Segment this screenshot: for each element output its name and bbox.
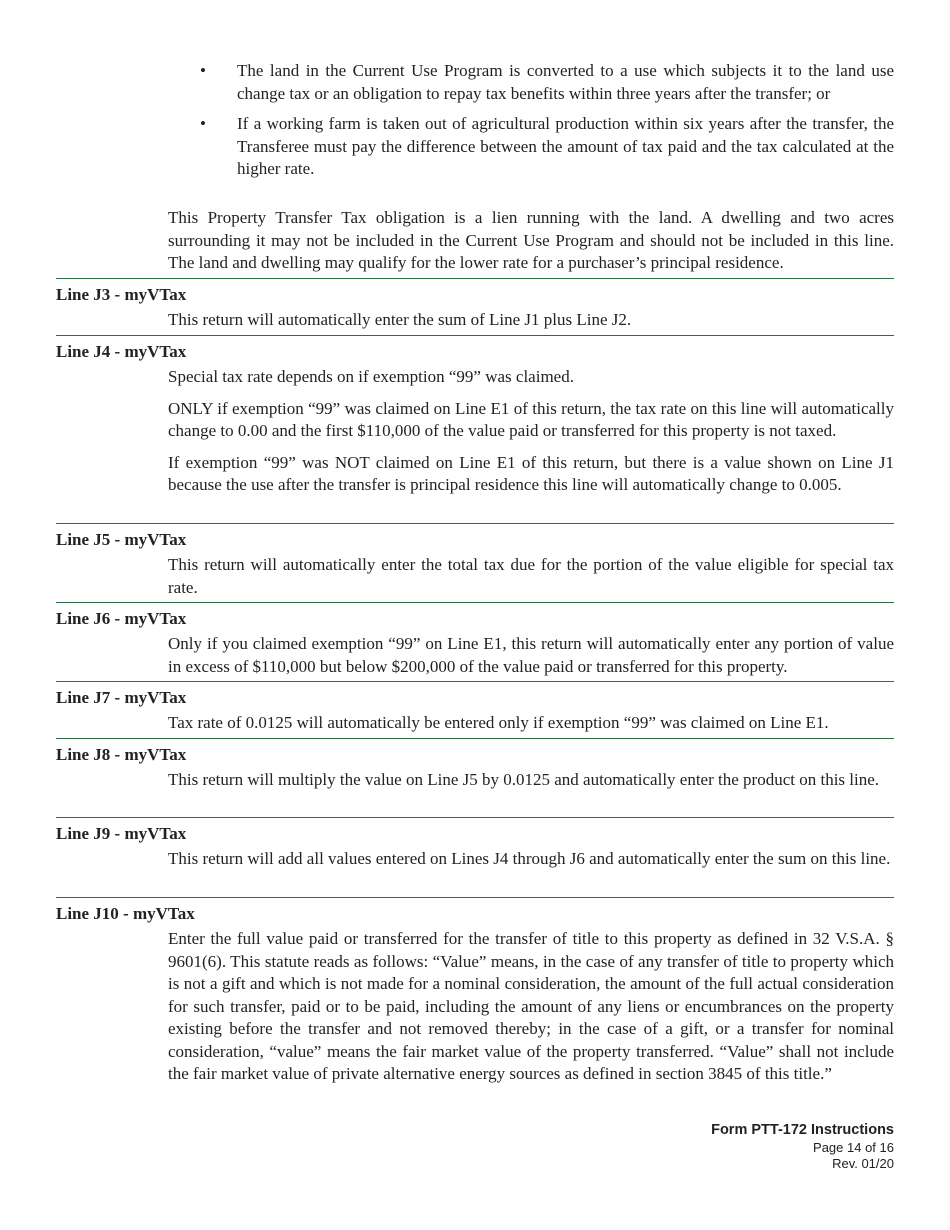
paragraph: Tax rate of 0.0125 will automatically be entered only if exemption “99” was claimed on Line E1. <box>168 713 829 732</box>
paragraph: This return will automatically enter the total tax due for the portion of the value eligible for special tax rate. <box>168 555 894 597</box>
paragraph: ONLY if exemption “99” was claimed on Line E1 of this return, the tax rate on this line will automatically change to 0.00 and the first $110,000 of the value paid or transferred for this property is not taxed. <box>168 398 894 440</box>
section-divider <box>56 897 894 898</box>
section-heading-j5: Line J5 - myVTax <box>56 530 187 549</box>
bullet-text: If a working farm is taken out of agricultural production within six years after the transfer, the Transferee must pay the difference between the amount of tax paid and the tax calculated at the higher rate. <box>237 114 894 178</box>
section-heading-j10: Line J10 - myVTax <box>56 904 195 923</box>
paragraph: Only if you claimed exemption “99” on Line E1, this return will automatically enter any portion of value in excess of $110,000 but below $200,000 of the value paid or transferred for this property. <box>168 634 894 676</box>
section-heading-j3: Line J3 - myVTax <box>56 285 187 304</box>
paragraph: Special tax rate depends on if exemption “99” was claimed. <box>168 367 574 386</box>
section-body-j4 <box>168 366 894 506</box>
section-body-j6 <box>168 633 894 687</box>
section-divider <box>56 523 894 524</box>
page-number: Page 14 of 16 <box>813 1140 894 1155</box>
paragraph: This return will multiply the value on Line J5 by 0.0125 and automatically enter the product on this line. <box>168 770 880 789</box>
section-body-j10 <box>168 928 894 1095</box>
section-divider <box>56 817 894 818</box>
bullet-text: The land in the Current Use Program is converted to a use which subjects it to the land use change tax or an obligation to repay tax benefits within three years after the transfer; or <box>237 61 894 103</box>
section-divider <box>56 602 894 603</box>
section-divider <box>56 335 894 336</box>
lien-paragraph: This Property Transfer Tax obligation is a lien running with the land. A dwelling and two acres surrounding it may not be included in the Current Use Program and should not be included in this line. The land and dwelling may qualify for the lower rate for a purchaser’s principal residence. <box>168 208 894 272</box>
section-divider <box>56 738 894 739</box>
revision-date: Rev. 01/20 <box>832 1156 894 1171</box>
section-body-j8 <box>168 769 894 801</box>
paragraph: This return will add all values entered on Lines J4 through J6 and automatically enter the sum on this line. <box>168 849 891 868</box>
section-divider <box>56 278 894 279</box>
bullet-dot-icon: • <box>200 114 206 133</box>
section-heading-j4: Line J4 - myVTax <box>56 342 187 361</box>
section-heading-j8: Line J8 - myVTax <box>56 745 187 764</box>
section-heading-j6: Line J6 - myVTax <box>56 609 187 628</box>
paragraph: This return will automatically enter the sum of Line J1 plus Line J2. <box>168 310 632 329</box>
section-heading-j9: Line J9 - myVTax <box>56 824 187 843</box>
section-body-j9 <box>168 848 894 880</box>
bullet-list <box>200 60 894 189</box>
section-heading-j7: Line J7 - myVTax <box>56 688 187 707</box>
bullet-item <box>200 113 894 181</box>
section-body-j5 <box>168 554 894 608</box>
section-divider <box>56 681 894 682</box>
bullet-dot-icon: • <box>200 61 206 80</box>
bullet-item <box>200 60 894 105</box>
form-title: Form PTT-172 Instructions <box>711 1122 894 1138</box>
paragraph: If exemption “99” was NOT claimed on Line E1 of this return, but there is a value shown on Line J1 because the use after the transfer is principal residence this line will automatically change to 0.005. <box>168 452 894 494</box>
page-footer <box>711 1120 894 1172</box>
paragraph: Enter the full value paid or transferred for the transfer of title to this property as defined in 32 V.S.A. § 9601(6). This statute reads as follows: “Value” means, in the case of any transfer of title to property which is not a gift and which is not made for a nominal consideration, the amount of the full actual consideration for such transfer, paid or to be paid, including the amount of any liens or encumbrances on the property existing before the transfer and not removed thereby; in the case of a gift, or a transfer for nominal consideration, “value” means the fair market value of the property transferred. “Value” shall not include the fair market value of private alternative energy sources as defined in section 3845 of this title.” <box>168 929 894 1083</box>
